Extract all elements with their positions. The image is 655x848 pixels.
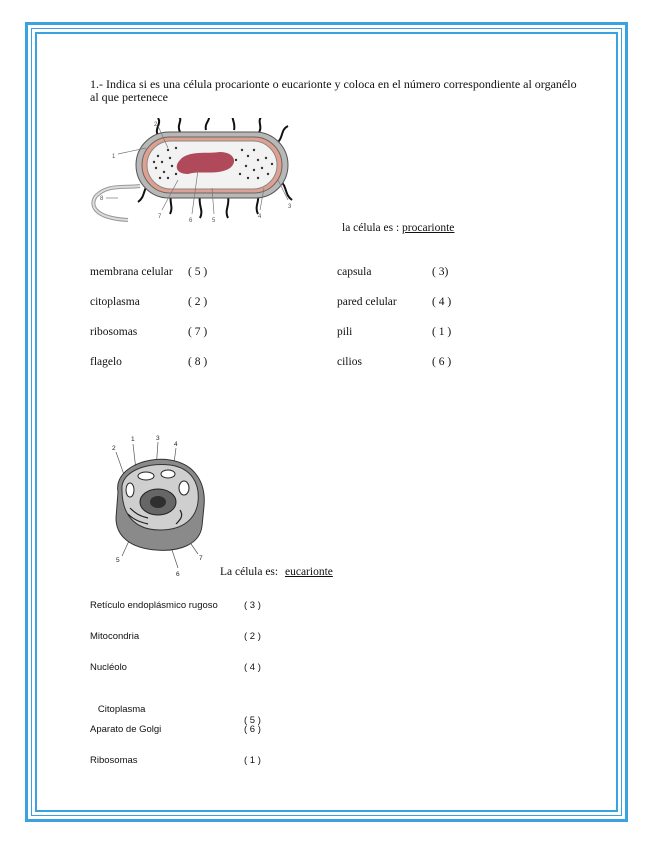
- prokaryote-item-citoplasma: [90, 296, 208, 308]
- item-value: ( 3): [432, 266, 449, 278]
- prokaryote-item-pared: [337, 296, 452, 308]
- item-value: ( 5 ): [188, 266, 208, 278]
- eukaryote-item-mitocondria: [90, 631, 261, 642]
- eukaryote-answer-prefix: La célula es:: [220, 566, 279, 578]
- item-label: capsula: [337, 266, 372, 278]
- prokaryote-label-4: 4: [258, 214, 262, 220]
- eukaryote-label-1: 1: [131, 436, 135, 443]
- prokaryote-cell-diagram: [88, 118, 303, 230]
- prokaryote-answer: procarionte: [402, 222, 455, 234]
- prokaryote-item-flagelo: [90, 356, 208, 368]
- prokaryote-label-8: 8: [100, 196, 104, 202]
- eukaryote-answer: eucarionte: [284, 566, 333, 578]
- item-label: Citoplasma: [95, 704, 146, 715]
- eukaryote-item-golgi: [90, 724, 261, 735]
- eukaryote-cell-diagram: [100, 430, 215, 578]
- item-value: ( 8 ): [188, 356, 208, 368]
- item-value: ( 4 ): [244, 662, 261, 673]
- eukaryote-label-7: 7: [199, 555, 203, 562]
- eukaryote-item-citoplasma: [90, 693, 261, 726]
- item-label: Mitocondria: [90, 631, 140, 642]
- eukaryote-answer-line: [220, 566, 333, 578]
- item-label: citoplasma: [90, 296, 140, 308]
- prokaryote-item-capsula: [337, 266, 449, 278]
- prokaryote-label-7: 7: [158, 214, 162, 220]
- instruction-text: 1.- Indica si es una célula procarionte o eucarionte y coloca en el número correspondiente al organélo al que pertenece: [90, 77, 577, 104]
- prokaryote-label-2: 2: [154, 122, 158, 128]
- eukaryote-item-nucleolo: [90, 662, 261, 673]
- item-label: pili: [337, 326, 353, 338]
- item-label: ribosomas: [90, 326, 138, 338]
- item-value: ( 5 ): [244, 715, 261, 726]
- item-label: membrana celular: [90, 266, 173, 278]
- prokaryote-label-5: 5: [212, 218, 216, 224]
- item-label: flagelo: [90, 356, 122, 368]
- item-label: Nucléolo: [90, 662, 127, 673]
- eukaryote-label-6: 6: [176, 571, 180, 578]
- prokaryote-label-6: 6: [189, 218, 193, 224]
- item-label: Ribosomas: [90, 755, 138, 766]
- item-value: ( 1 ): [244, 755, 261, 766]
- item-value: ( 6 ): [244, 724, 261, 735]
- item-value: ( 6 ): [432, 356, 452, 368]
- item-value: ( 7 ): [188, 326, 208, 338]
- eukaryote-label-2: 2: [112, 445, 116, 452]
- eukaryote-item-reticulo: [90, 600, 261, 611]
- prokaryote-answer-line: [342, 222, 454, 234]
- eukaryote-label-5: 5: [116, 557, 120, 564]
- prokaryote-answer-prefix: la célula es :: [342, 222, 400, 234]
- eukaryote-label-4: 4: [174, 441, 178, 448]
- item-value: ( 2 ): [244, 631, 261, 642]
- item-label: pared celular: [337, 296, 397, 308]
- item-label: Retículo endoplásmico rugoso: [90, 600, 218, 611]
- item-value: ( 1 ): [432, 326, 452, 338]
- item-label: Aparato de Golgi: [90, 724, 162, 735]
- item-value: ( 2 ): [188, 296, 208, 308]
- eukaryote-label-3: 3: [156, 435, 160, 442]
- eukaryote-item-ribosomas: [90, 755, 261, 766]
- prokaryote-label-1: 1: [112, 154, 116, 160]
- prokaryote-label-3: 3: [288, 204, 292, 210]
- prokaryote-item-membrana: [90, 266, 208, 278]
- item-value: ( 4 ): [432, 296, 452, 308]
- prokaryote-item-pili: [337, 326, 452, 338]
- prokaryote-item-ribosomas: [90, 326, 208, 338]
- prokaryote-item-cilios: [337, 356, 452, 368]
- item-value: ( 3 ): [244, 600, 261, 611]
- item-label: cilios: [337, 356, 362, 368]
